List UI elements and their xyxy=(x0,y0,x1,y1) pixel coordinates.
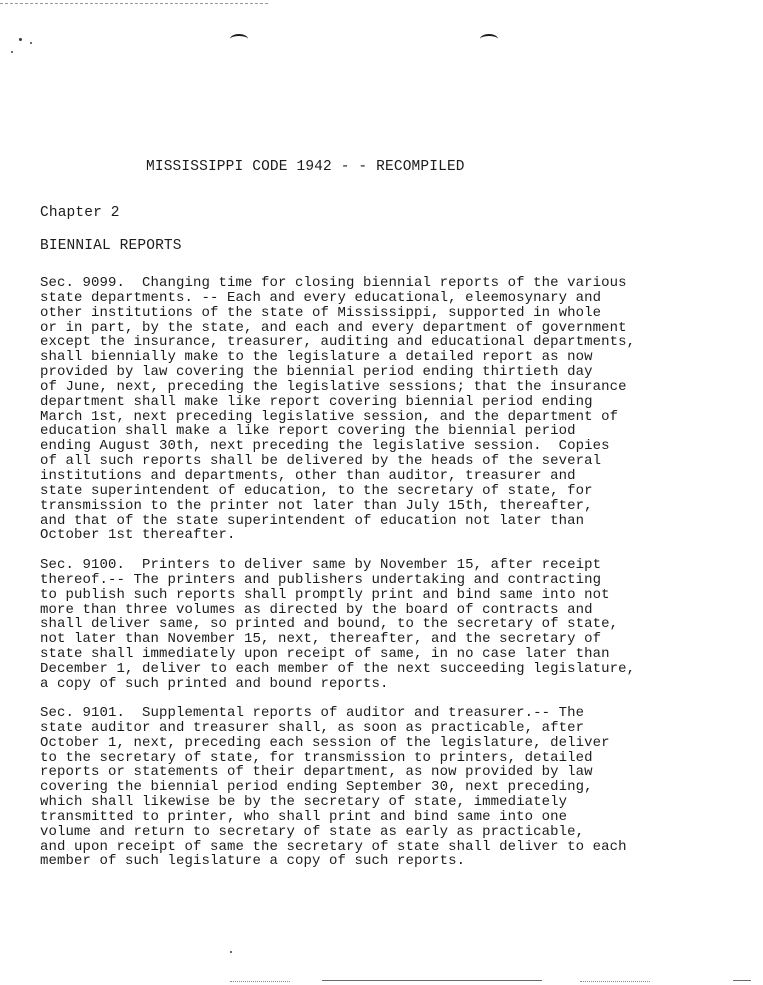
text-line: covering the biennial period ending September 30, next preceding, xyxy=(40,779,593,796)
section-heading: BIENNIAL REPORTS xyxy=(40,238,182,254)
text-line: and that of the state superintendent of education not later than xyxy=(40,512,585,529)
text-line: thereof.-- The printers and publishers undertaking and contracting xyxy=(40,571,602,588)
text-line: department shall make like report covering biennial period ending xyxy=(40,393,593,410)
text-line: to the secretary of state, for transmission to printers, detailed xyxy=(40,749,593,766)
scan-dashed-edge xyxy=(0,3,268,4)
punch-hole-mark-right xyxy=(480,34,498,44)
text-line: or in part, by the state, and each and every department of government xyxy=(40,319,627,336)
text-line: state superintendent of education, to the secretary of state, for xyxy=(40,482,593,499)
text-line: Sec. 9099. Changing time for closing biennial reports of the various xyxy=(40,275,627,291)
chapter-label: Chapter 2 xyxy=(40,205,120,221)
text-line: Sec. 9101. Supplemental reports of auditor and treasurer.-- The xyxy=(40,705,585,721)
text-line: which shall likewise be by the secretary of state, immediately xyxy=(40,794,568,811)
scan-speck xyxy=(30,42,32,44)
text-line: shall deliver same, so printed and bound, to the secretary of state, xyxy=(40,616,619,633)
text-line: October 1st thereafter. xyxy=(40,527,236,544)
text-line: of June, next, preceding the legislative sessions; that the insurance xyxy=(40,378,627,395)
text-line: March 1st, next preceding legislative session, and the department of xyxy=(40,408,619,425)
scan-speck xyxy=(19,38,22,41)
text-line: and upon receipt of same the secretary of state shall deliver to each xyxy=(40,838,627,855)
scan-bottom-edge xyxy=(230,981,290,982)
text-line: Sec. 9100. Printers to deliver same by November 15, after receipt xyxy=(40,557,602,573)
text-line: October 1, next, preceding each session of the legislature, deliver xyxy=(40,734,610,751)
text-line: December 1, deliver to each member of the next succeeding legislature, xyxy=(40,660,636,677)
section-9100 xyxy=(40,558,700,692)
text-line: education shall make a like report covering the biennial period xyxy=(40,423,576,440)
text-line: volume and return to secretary of state as early as practicable, xyxy=(40,823,585,840)
section-9099 xyxy=(40,276,700,543)
text-line: not later than November 15, next, thereafter, and the secretary of xyxy=(40,631,602,648)
text-line: a copy of such printed and bound reports. xyxy=(40,675,389,692)
document-title: MISSISSIPPI CODE 1942 - - RECOMPILED xyxy=(146,159,465,175)
text-line: other institutions of the state of Mississippi, supported in whole xyxy=(40,304,602,321)
text-line: state departments. -- Each and every educational, eleemosynary and xyxy=(40,289,602,306)
scan-bottom-edge xyxy=(733,980,751,981)
text-line: except the insurance, treasurer, auditing and educational departments, xyxy=(40,334,636,351)
scan-speck xyxy=(230,951,232,953)
text-line: state shall immediately upon receipt of same, in no case later than xyxy=(40,646,610,663)
text-line: state auditor and treasurer shall, as soon as practicable, after xyxy=(40,719,585,736)
text-line: transmitted to printer, who shall print and bind same into one xyxy=(40,808,568,825)
scan-bottom-edge xyxy=(322,980,542,981)
text-line: of all such reports shall be delivered by the heads of the several xyxy=(40,453,602,470)
text-line: transmission to the printer not later than July 15th, thereafter, xyxy=(40,497,593,514)
text-line: reports or statements of their department, as now provided by law xyxy=(40,764,593,781)
text-line: institutions and departments, other than auditor, treasurer and xyxy=(40,467,576,484)
section-9101 xyxy=(40,706,700,869)
text-line: member of such legislature a copy of such reports. xyxy=(40,853,466,870)
text-line: more than three volumes as directed by the board of contracts and xyxy=(40,601,593,618)
scan-speck xyxy=(11,51,13,53)
punch-hole-mark-left xyxy=(230,34,248,44)
text-line: shall biennially make to the legislature a detailed report as now xyxy=(40,349,593,366)
text-line: ending August 30th, next preceding the legislative session. Copies xyxy=(40,438,610,455)
text-line: provided by law covering the biennial period ending thirtieth day xyxy=(40,364,593,381)
scan-bottom-edge xyxy=(580,981,650,982)
text-line: to publish such reports shall promptly print and bind same into not xyxy=(40,586,610,603)
